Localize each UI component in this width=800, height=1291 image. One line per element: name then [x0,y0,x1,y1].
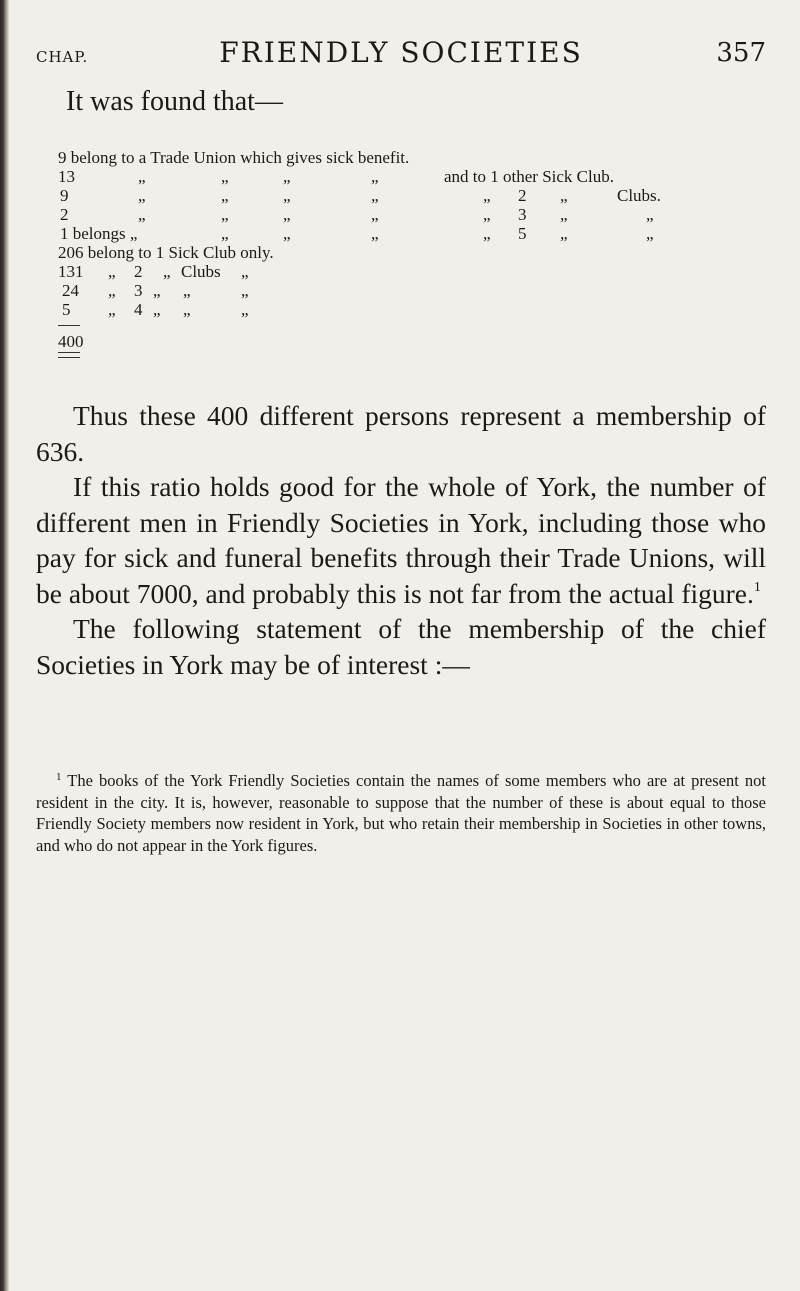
intro-line: It was found that— [66,86,283,117]
ditto-mark: „ [108,281,116,300]
table-cell-number: 5 [62,300,71,319]
ditto-mark: „ [371,224,379,243]
book-spine-shadow [0,0,9,1291]
ditto-mark: „ [183,300,191,319]
ditto-mark: „ [646,224,654,243]
table-cell-number: 9 [60,186,69,205]
total-double-rule [58,352,80,358]
table-cell-text: 1 belongs „ [60,224,138,243]
table-cell-text: and to 1 other Sick Club. [444,167,614,186]
ditto-mark: „ [221,224,229,243]
table-cell-text: Clubs. [617,186,661,205]
chapter-label: CHAP. [36,48,89,66]
table-cell-number: 5 [518,224,527,243]
ditto-mark: „ [283,224,291,243]
ditto-mark: „ [483,205,491,224]
paragraph: Thus these 400 different persons represent a membership of 636. [36,400,766,467]
table-row: 206 belong to 1 Sick Club only. [58,243,274,262]
footnote-reference[interactable]: 1 [753,579,761,595]
footnote [36,770,766,856]
running-title: FRIENDLY SOCIETIES [219,36,583,69]
table-cell-number: 3 [134,281,143,300]
ditto-mark: „ [108,262,116,281]
ditto-mark: „ [483,186,491,205]
ditto-mark: „ [138,167,146,186]
table-cell-number: 3 [518,205,527,224]
body-text [36,398,766,682]
ditto-mark: „ [371,167,379,186]
table-cell-number: 24 [62,281,79,300]
paragraph: If this ratio holds good for the whole of York, the number of different men in Friendly Societies in York, including those who pay for sick and funeral benefits through their Trade Unions, will be about 7000, and probably this is not far from the actual figure.$^1$ [36,471,766,609]
ditto-mark: „ [108,300,116,319]
ditto-mark: „ [138,186,146,205]
table-cell-number: 2 [60,205,69,224]
ditto-mark: „ [153,281,161,300]
ditto-mark: „ [283,167,291,186]
table-cell-number: 131 [58,262,84,281]
ditto-mark: „ [241,262,249,281]
table-cell-number: 2 [518,186,527,205]
ditto-mark: „ [483,224,491,243]
table-cell-number: 2 [134,262,143,281]
ditto-mark: „ [560,224,568,243]
footnote-text: The books of the York Friendly Societies contain the names of some members who are at present not resident in the city. It is, however, reasonable to suppose that the number of these is about equal to those Friendly Society members now resident in York, but who retain their membership in Societies in other towns, and who do not appear in the York figures. [36,771,767,855]
footnote-marker: 1 [56,771,62,783]
ditto-mark: „ [241,300,249,319]
ditto-mark: „ [153,300,161,319]
ditto-mark: „ [283,205,291,224]
ditto-mark: „ [221,167,229,186]
ditto-mark: „ [241,281,249,300]
ditto-mark: „ [646,205,654,224]
table-cell-number: 13 [58,167,75,186]
table-cell-text: Clubs [181,262,221,281]
page-number: 357 [716,38,766,68]
ditto-mark: „ [163,262,171,281]
sum-rule [58,325,80,326]
ditto-mark: „ [371,205,379,224]
ditto-mark: „ [221,205,229,224]
table-row: 9 belong to a Trade Union which gives sick benefit. [58,148,410,167]
ditto-mark: „ [138,205,146,224]
table-cell-number: 4 [134,300,143,319]
ditto-mark: „ [221,186,229,205]
ditto-mark: „ [371,186,379,205]
ditto-mark: „ [560,205,568,224]
ditto-mark: „ [560,186,568,205]
ditto-mark: „ [283,186,291,205]
page-header [36,36,766,76]
ditto-mark: „ [183,281,191,300]
table-total: 400 [58,332,84,351]
paragraph: The following statement of the membership of the chief Societies in York may be of interest :— [36,613,766,680]
